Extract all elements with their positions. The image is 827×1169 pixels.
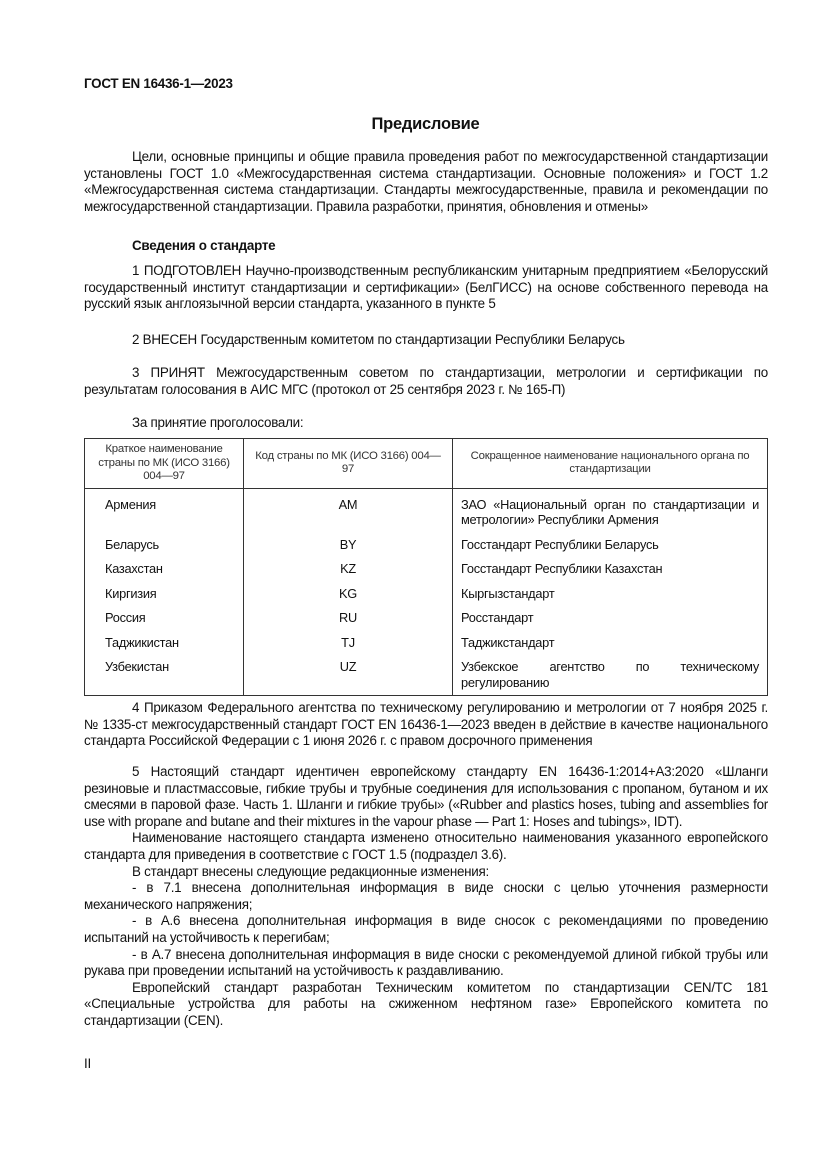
country-name: Таджикистан: [85, 631, 244, 656]
intro-paragraph: Цели, основные принципы и общие правила проведения работ по межгосударственной стандартизации установлены ГОСТ 1.0 «Межгосударственная система стандартизации. Основные положения» и ГОСТ 1.2 «Межгосударственная система стандартизации. Стандарты межгосударственные, правила и рекомендации по межгосударственной стандартизации. Правила разработки, принятия, обновления и отмены»: [84, 149, 768, 214]
item-5-paragraph: - в А.6 внесена дополнительная информация в виде сносок с рекомендациями по проведению испытаний на устойчивость к перегибам;: [84, 913, 768, 945]
country-code: KG: [244, 582, 453, 607]
country-name: Узбекистан: [85, 655, 244, 696]
country-code: TJ: [244, 631, 453, 656]
table-row: [85, 557, 768, 582]
standards-body: Кыргызстандарт: [453, 582, 768, 607]
country-name: Армения: [85, 488, 244, 533]
standards-body: Узбекское агентство по техническому регулированию: [453, 655, 768, 696]
country-name: Россия: [85, 606, 244, 631]
standards-body: ЗАО «Национальный орган по стандартизации и метрологии» Республики Армения: [453, 488, 768, 533]
page-title: Предисловие: [371, 115, 480, 133]
item-5: [84, 764, 768, 1030]
country-name: Казахстан: [85, 557, 244, 582]
column-header: Краткое наименование страны по МК (ИСО 3166) 004—97: [85, 439, 244, 489]
voted-label: За принятие проголосовали:: [132, 415, 304, 430]
standards-body: Госстандарт Республики Казахстан: [453, 557, 768, 582]
table-header-row: [85, 439, 768, 489]
table-row: [85, 582, 768, 607]
column-header: Код страны по МК (ИСО 3166) 004—97: [244, 439, 453, 489]
item-3: 3 ПРИНЯТ Межгосударственным советом по стандартизации, метрологии и сертификации по результатам голосования в АИС МГС (протокол от 25 сентября 2023 г. № 165-П): [84, 365, 768, 397]
country-code: BY: [244, 533, 453, 558]
country-code: KZ: [244, 557, 453, 582]
country-name: Беларусь: [85, 533, 244, 558]
item-5-paragraph: - в 7.1 внесена дополнительная информация в виде сноски с целью уточнения размерности механического напряжения;: [84, 880, 768, 912]
table-row: [85, 488, 768, 533]
document-header: ГОСТ EN 16436-1—2023: [84, 76, 233, 91]
item-4: 4 Приказом Федерального агентства по техническому регулированию и метрологии от 7 ноября 2025 г. № 1335-ст межгосударственный стандарт ГОСТ EN 16436-1—2023 введен в действие в качестве национального стандарта Российской Федерации с 1 июня 2026 г. с правом досрочного применения: [84, 700, 768, 749]
table-row: [85, 631, 768, 656]
country-code: RU: [244, 606, 453, 631]
country-code: UZ: [244, 655, 453, 696]
country-code: AM: [244, 488, 453, 533]
standards-body: Госстандарт Республики Беларусь: [453, 533, 768, 558]
standards-body: Таджикстандарт: [453, 631, 768, 656]
table-row: [85, 606, 768, 631]
page-number: II: [84, 1056, 91, 1071]
voting-table: [84, 438, 768, 696]
country-name: Киргизия: [85, 582, 244, 607]
item-5-paragraph: Европейский стандарт разработан Техническим комитетом по стандартизации CEN/TC 181 «Специальные устройства для работы на сжиженном нефтяном газе» Европейского комитета по стандартизации (CEN).: [84, 979, 768, 1028]
info-heading: Сведения о стандарте: [132, 238, 276, 253]
column-header: Сокращенное наименование национального органа по стандартизации: [453, 439, 768, 489]
table-row: [85, 533, 768, 558]
item-5-paragraph: Наименование настоящего стандарта изменено относительно наименования указанного европейского стандарта для приведения в соответствие с ГОСТ 1.5 (подраздел 3.6).: [84, 830, 768, 862]
table-row: [85, 655, 768, 696]
item-5-paragraph: В стандарт внесены следующие редакционные изменения:: [132, 863, 490, 879]
standards-body: Росстандарт: [453, 606, 768, 631]
item-2: 2 ВНЕСЕН Государственным комитетом по стандартизации Республики Беларусь: [132, 332, 625, 347]
item-5-paragraph: 5 Настоящий стандарт идентичен европейскому стандарту EN 16436-1:2014+A3:2020 «Шланги резиновые и пластмассовые, гибкие трубы и трубные соединения для использования с пропаном, бутаном и их смесями в паровой фазе. Часть 1. Шланги и гибкие трубы» («Rubber and plastics hoses, tubing and assemblies for use with propane and butane and their mixtures in the vapour phase — Part 1: Hoses and tubings», IDT).: [84, 764, 768, 829]
item-1: 1 ПОДГОТОВЛЕН Научно-производственным республиканским унитарным предприятием «Белорусский государственный институт стандартизации и сертификации» (БелГИСС) на основе собственного перевода на русский язык англоязычной версии стандарта, указанного в пункте 5: [84, 263, 768, 312]
item-5-paragraph: - в А.7 внесена дополнительная информация в виде сноски с рекомендуемой длиной гибкой трубы или рукава при проведении испытаний на устойчивость к раздавливанию.: [84, 946, 768, 979]
